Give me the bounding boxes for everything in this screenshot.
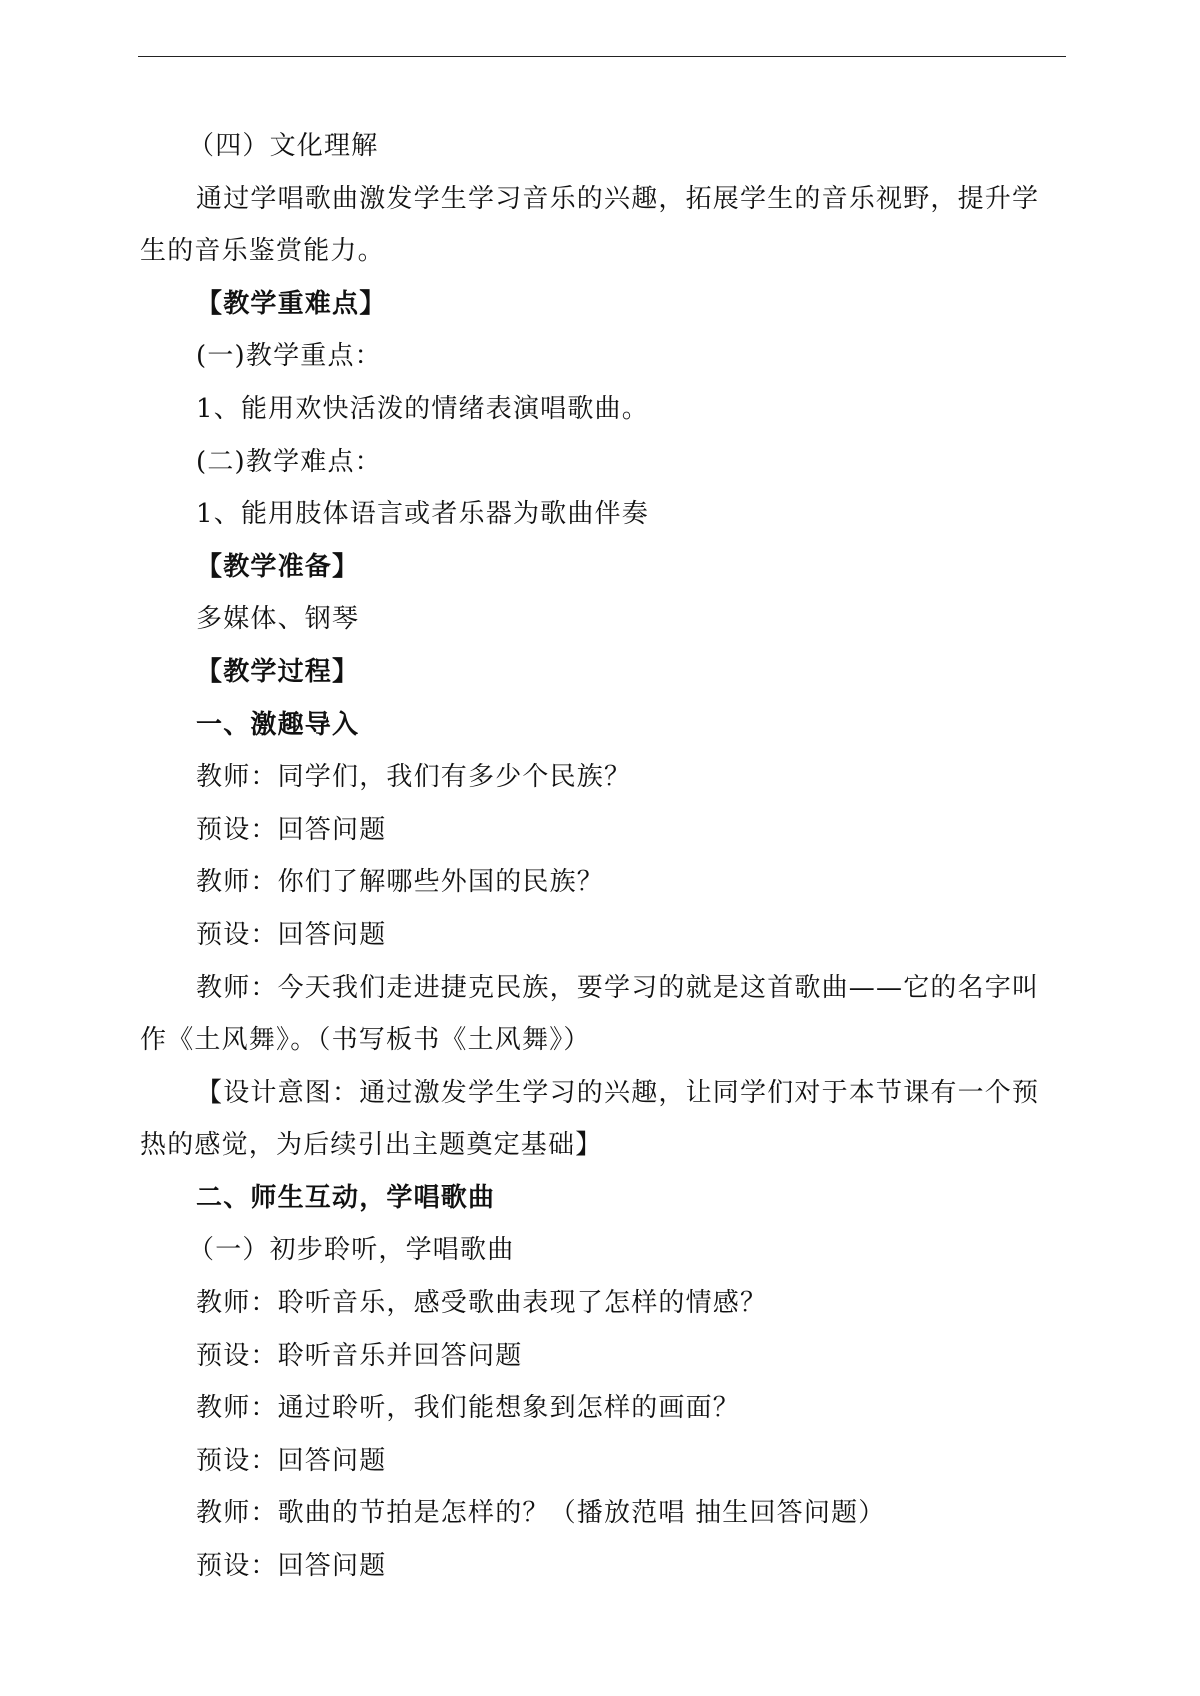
dialogue-line: 教师：今天我们走进捷克民族，要学习的就是这首歌曲——它的名字叫 (196, 972, 1040, 1003)
subheading-key-point: (一)教学重点： (196, 341, 382, 372)
dialogue-line: 作《土风舞》。（书写板书《土风舞》） (140, 1025, 591, 1056)
dialogue-line: 教师：歌曲的节拍是怎样的？（播放范唱 抽生回答问题） (196, 1498, 886, 1529)
design-intent-note: 热的感觉，为后续引出主题奠定基础】 (140, 1130, 603, 1161)
design-intent-note: 【设计意图：通过激发学生学习的兴趣，让同学们对于本节课有一个预 (196, 1077, 1040, 1108)
section-heading-process: 【教学过程】 (196, 656, 360, 687)
list-item: 1、能用欢快活泼的情绪表演唱歌曲。 (196, 393, 649, 424)
dialogue-line: 教师：通过聆听，我们能想象到怎样的画面？ (196, 1393, 741, 1424)
dialogue-line: 预设：回答问题 (196, 814, 387, 845)
dialogue-line: 预设：回答问题 (196, 919, 387, 950)
subheading-difficulty: (二)教学难点： (196, 446, 382, 477)
dialogue-line: 预设：聆听音乐并回答问题 (196, 1340, 523, 1371)
paragraph-line: 多媒体、钢琴 (196, 604, 360, 635)
section-heading-key-points: 【教学重难点】 (196, 288, 387, 319)
list-item: 1、能用肢体语言或者乐器为歌曲伴奏 (196, 499, 649, 530)
dialogue-line: 教师：聆听音乐，感受歌曲表现了怎样的情感？ (196, 1288, 768, 1319)
subheading-listening: （一）初步聆听，学唱歌曲 (188, 1235, 515, 1266)
step-heading-intro: 一、激趣导入 (196, 709, 360, 740)
step-heading-interaction: 二、师生互动，学唱歌曲 (196, 1182, 496, 1213)
paragraph-line: 生的音乐鉴赏能力。 (140, 236, 385, 267)
dialogue-line: 预设：回答问题 (196, 1551, 387, 1582)
section-heading-culture: （四）文化理解 (188, 131, 379, 161)
dialogue-line: 教师：同学们，我们有多少个民族？ (196, 762, 632, 793)
dialogue-line: 教师：你们了解哪些外国的民族？ (196, 867, 605, 898)
section-heading-preparation: 【教学准备】 (196, 551, 360, 582)
paragraph-line: 通过学唱歌曲激发学生学习音乐的兴趣，拓展学生的音乐视野，提升学 (196, 183, 1040, 214)
header-rule (138, 56, 1066, 57)
dialogue-line: 预设：回答问题 (196, 1445, 387, 1476)
document-body (140, 120, 1066, 1593)
